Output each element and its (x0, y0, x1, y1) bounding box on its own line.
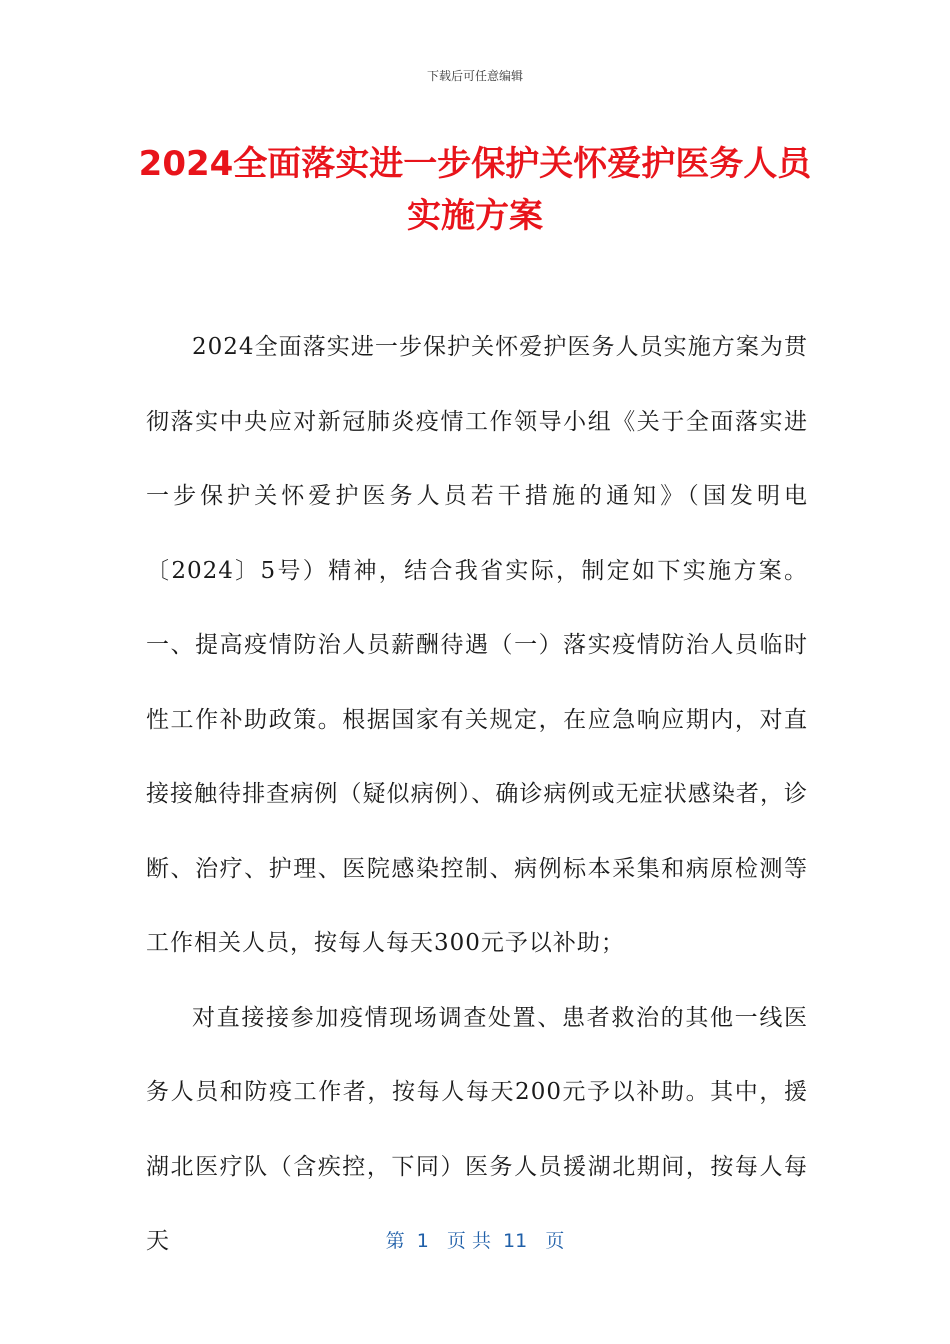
title-line-1: 2024全面落实进一步保护关怀爱护医务人员 (138, 144, 812, 184)
document-body (146, 310, 808, 1279)
title-line-2: 实施方案 (407, 196, 543, 236)
paragraph-1: 2024全面落实进一步保护关怀爱护医务人员实施方案为贯彻落实中央应对新冠肺炎疫情工作领导小组《关于全面落实进一步保护关怀爱护医务人员若干措施的通知》（国发明电〔2024〕5号）精神，结合我省实际，制定如下实施方案。一、提高疫情防治人员薪酬待遇（一）落实疫情防治人员临时性工作补助政策。根据国家有关规定，在应急响应期内，对直接接触待排查病例（疑似病例）、确诊病例或无症状感染者，诊断、治疗、护理、医院感染控制、病例标本采集和病原检测等工作相关人员，按每人每天300元予以补助； (146, 334, 808, 956)
paragraph-2: 对直接接参加疫情现场调查处置、患者救治的其他一线医务人员和防疫工作者，按每人每天200元予以补助。其中，援湖北医疗队（含疾控，下同）医务人员援湖北期间，按每人每天 (146, 1004, 808, 1254)
header-note: 下载后可任意编辑 (426, 69, 523, 83)
document-title (60, 138, 890, 242)
page-number: 第 1 页 共 11 页 (385, 1230, 565, 1252)
